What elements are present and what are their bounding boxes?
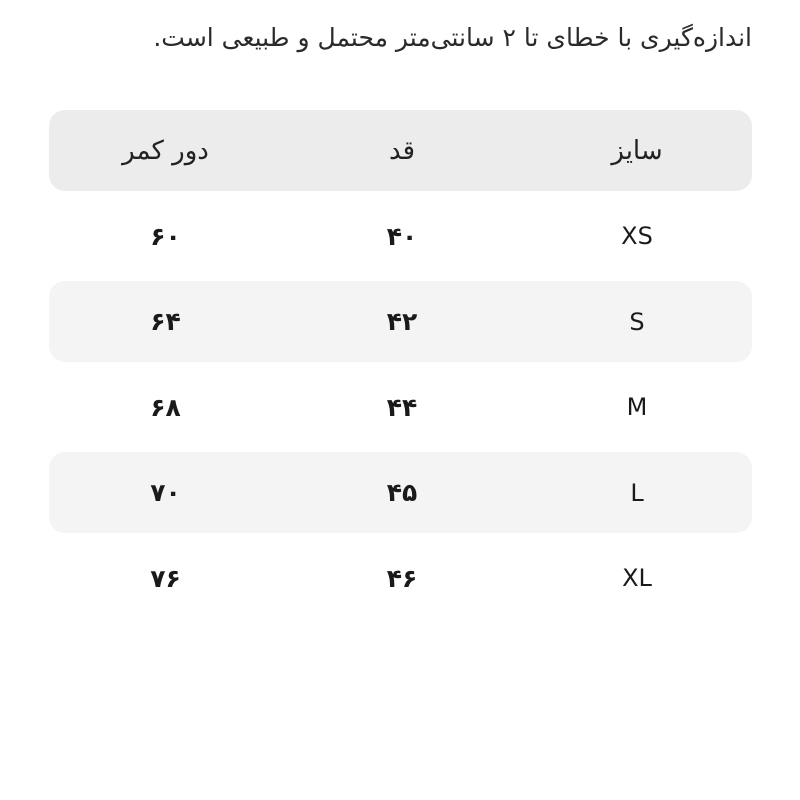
cell-waist: ۶۸ bbox=[150, 392, 181, 422]
measurement-note: اندازه‌گیری با خطای تا ۲ سانتی‌متر محتمل و طبیعی است. bbox=[153, 23, 752, 52]
cell-size: XL bbox=[622, 564, 652, 592]
cell-size: M bbox=[626, 393, 648, 421]
cell-waist: ۶۰ bbox=[150, 221, 181, 251]
table-row bbox=[49, 196, 752, 277]
cell-height: ۴۵ bbox=[386, 478, 418, 507]
cell-size: L bbox=[630, 478, 644, 507]
cell-size: S bbox=[629, 307, 645, 336]
table-row bbox=[49, 538, 752, 619]
header-size: سایز bbox=[611, 135, 663, 166]
cell-waist: ۶۴ bbox=[150, 307, 181, 336]
cell-waist: ۷۰ bbox=[150, 478, 181, 507]
cell-height: ۴۶ bbox=[386, 563, 418, 593]
size-chart-table bbox=[49, 110, 752, 623]
cell-waist: ۷۶ bbox=[150, 563, 181, 593]
cell-height: ۴۰ bbox=[386, 221, 418, 251]
cell-height: ۴۴ bbox=[386, 392, 418, 422]
cell-height: ۴۲ bbox=[386, 307, 418, 336]
table-row bbox=[49, 367, 752, 448]
table-header-row bbox=[49, 110, 752, 191]
header-height: قد bbox=[388, 135, 416, 166]
table-row bbox=[49, 281, 752, 362]
table-row bbox=[49, 452, 752, 533]
header-waist: دور کمر bbox=[122, 135, 209, 166]
cell-size: XS bbox=[621, 222, 653, 250]
